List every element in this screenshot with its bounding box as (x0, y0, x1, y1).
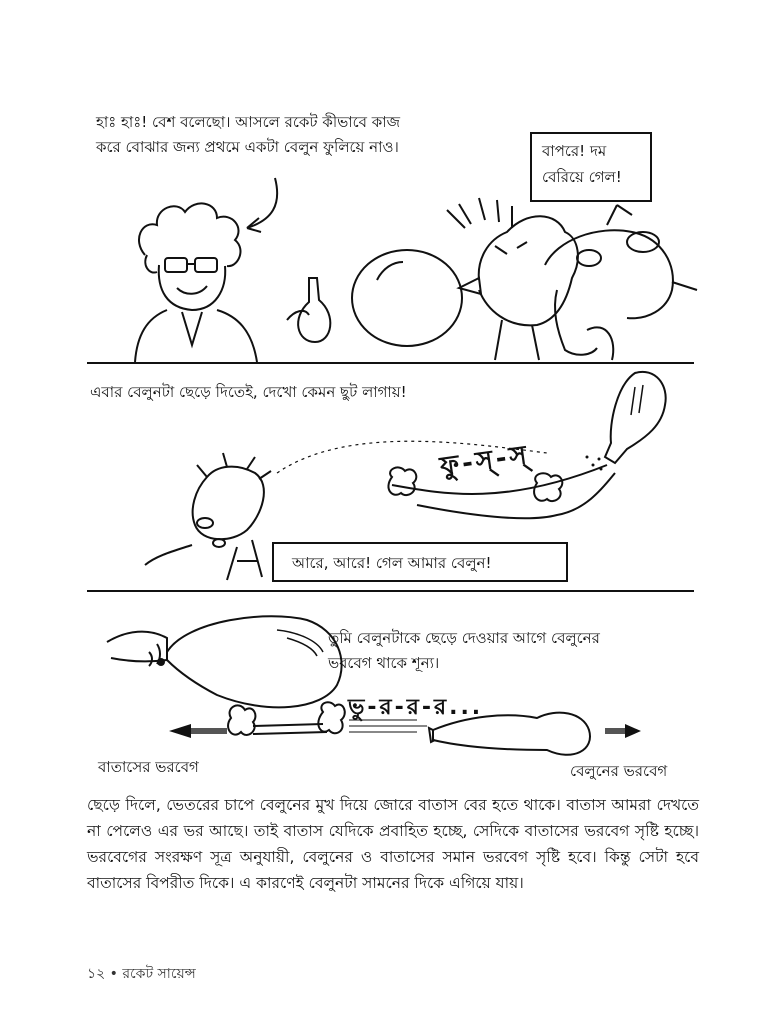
panel2-speech-bubble: আরে, আরে! গেল আমার বেলুন! (272, 542, 568, 582)
panel1-caption-line1: হাঃ হাঃ! বেশ বলেছো। আসলে রকেট কীভাবে কাজ (96, 113, 401, 131)
balloon-momentum-label: বেলুনের ভরবেগ (570, 762, 668, 780)
panel1-illustration (87, 170, 697, 365)
panel1-caption-line2: করে বোঝার জন্য প্রথমে একটা বেলুন ফুলিয়ে নাও। (96, 138, 399, 156)
panel1-caption (96, 110, 496, 160)
page-number: ১২ (87, 966, 106, 982)
panel2-divider (87, 590, 694, 592)
book-title: রকেট সায়েন্স (122, 966, 196, 982)
panel3-caption-line2: ভরবেগ থাকে শূন্য। (328, 654, 440, 672)
panel3-sound-effect: ভু-র-র-র... (348, 695, 484, 720)
panel3-caption-line1: তুমি বেলুনটাকে ছেড়ে দেওয়ার আগে বেলুনের (328, 629, 600, 647)
panel1-divider (87, 362, 694, 364)
panel1-bubble-line1: বাপরে! দম (542, 142, 607, 160)
panel2-caption: এবার বেলুনটা ছেড়ে দিতেই, দেখো কেমন ছুট লাগায়! (90, 383, 407, 401)
air-momentum-label: বাতাসের ভরবেগ (98, 758, 199, 776)
body-paragraph: ছেড়ে দিলে, ভেতরের চাপে বেলুনের মুখ দিয়ে জোরে বাতাস বের হতে থাকে। বাতাস আমরা দেখতে না পেলেও এর ভর আছে। তাই বাতাস যেদিকে প্রবাহিত হচ্ছে, সেদিকে বাতাসের ভরবেগ সৃষ্টি হচ্ছে। ভরবেগের সংরক্ষণ সূত্র অনুযায়ী, বেলুনের ও বাতাসের সমান ভরবেগ সৃষ্টি হবে। কিন্তু সেটা হবে বাতাসের বিপরীত দিকে। এ কারণেই বেলুনটা সামনের দিকে এগিয়ে যায়। (87, 796, 699, 892)
page-footer (87, 962, 196, 986)
panel2-sound-effect: ফু-স্-স্ (438, 439, 532, 483)
footer-bullet: • (109, 966, 123, 982)
panel1-bubble-line2: বেরিয়ে গেল! (542, 168, 622, 186)
